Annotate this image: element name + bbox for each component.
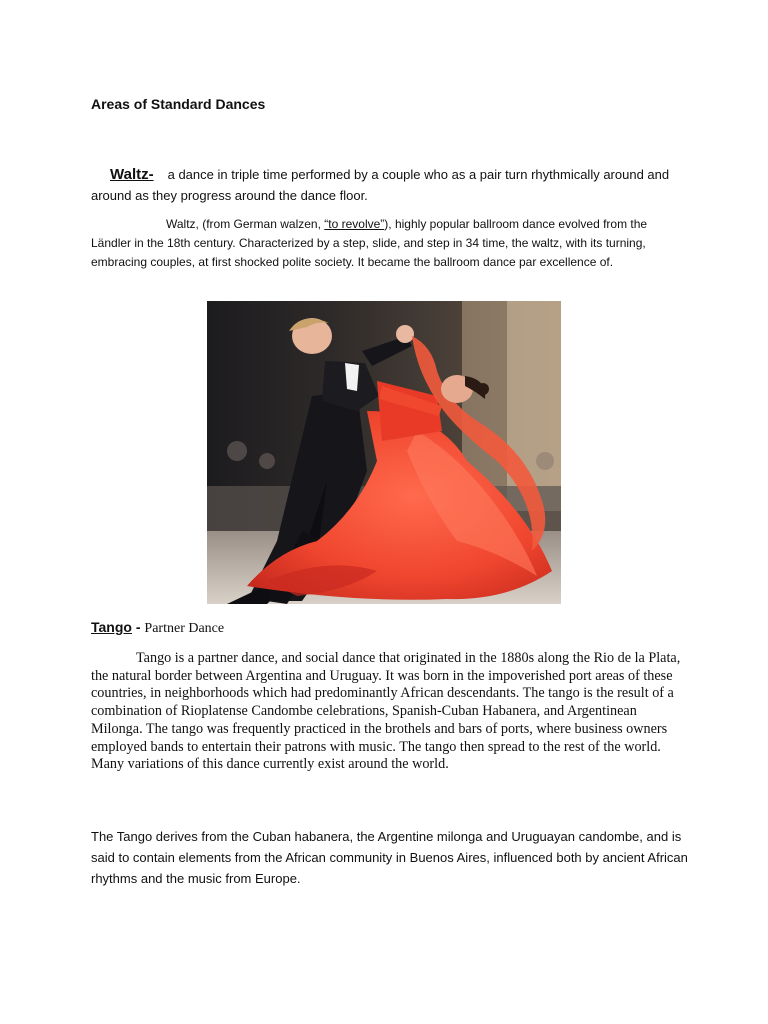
tango-subtitle: Partner Dance xyxy=(144,621,225,636)
waltz-definition-text: a dance in triple time performed by a couple who as a pair turn rhythmically around and around as they progress around the dance floor. xyxy=(91,167,670,203)
tango-origin-paragraph: The Tango derives from the Cuban habanera, the Argentine milonga and Uruguayan candombe, and is said to contain elements from the African community in Buenos Aires, influenced both by ancient African rhythms and the music from Europe. xyxy=(91,829,688,886)
tango-dash: - xyxy=(131,619,145,635)
waltz-definition xyxy=(91,164,691,206)
waltz-dancers-photo xyxy=(207,301,561,604)
waltz-history-prefix: Waltz, (from German walzen, xyxy=(166,217,325,231)
waltz-history xyxy=(91,215,683,272)
waltz-history-suffix: ), highly popular ballroom dance evolved from the Ländler in the 18th century. Characterized by a step, slide, and step in 34 time, the waltz, with its turning, embracing couples, at first shocked polite society. It became the ballroom dance par excellence of. xyxy=(91,217,648,269)
waltz-term: Waltz- xyxy=(110,166,154,183)
tango-heading xyxy=(91,619,224,637)
waltz-history-link: “to revolve” xyxy=(324,217,385,231)
document-title: Areas of Standard Dances xyxy=(91,96,266,112)
tango-term: Tango xyxy=(91,619,132,635)
waltz-dancers-illustration xyxy=(207,301,561,604)
tango-body-paragraph: Tango is a partner dance, and social dance that originated in the 1880s along the Rio de la Plata, the natural border between Argentina and Uruguay. It was born in the impoverished port areas of these countries, in neighborhoods which had predominantly African descendants. The tango is the result of a combination of Rioplatense Candombe celebrations, Spanish-Cuban Habanera, and Argentinean Milonga. The tango was frequently practiced in the brothels and bars of ports, where business owners employed bands to entertain their patrons with music. The tango then spread to the rest of the world. Many variations of this dance currently exist around the world. xyxy=(91,650,681,773)
